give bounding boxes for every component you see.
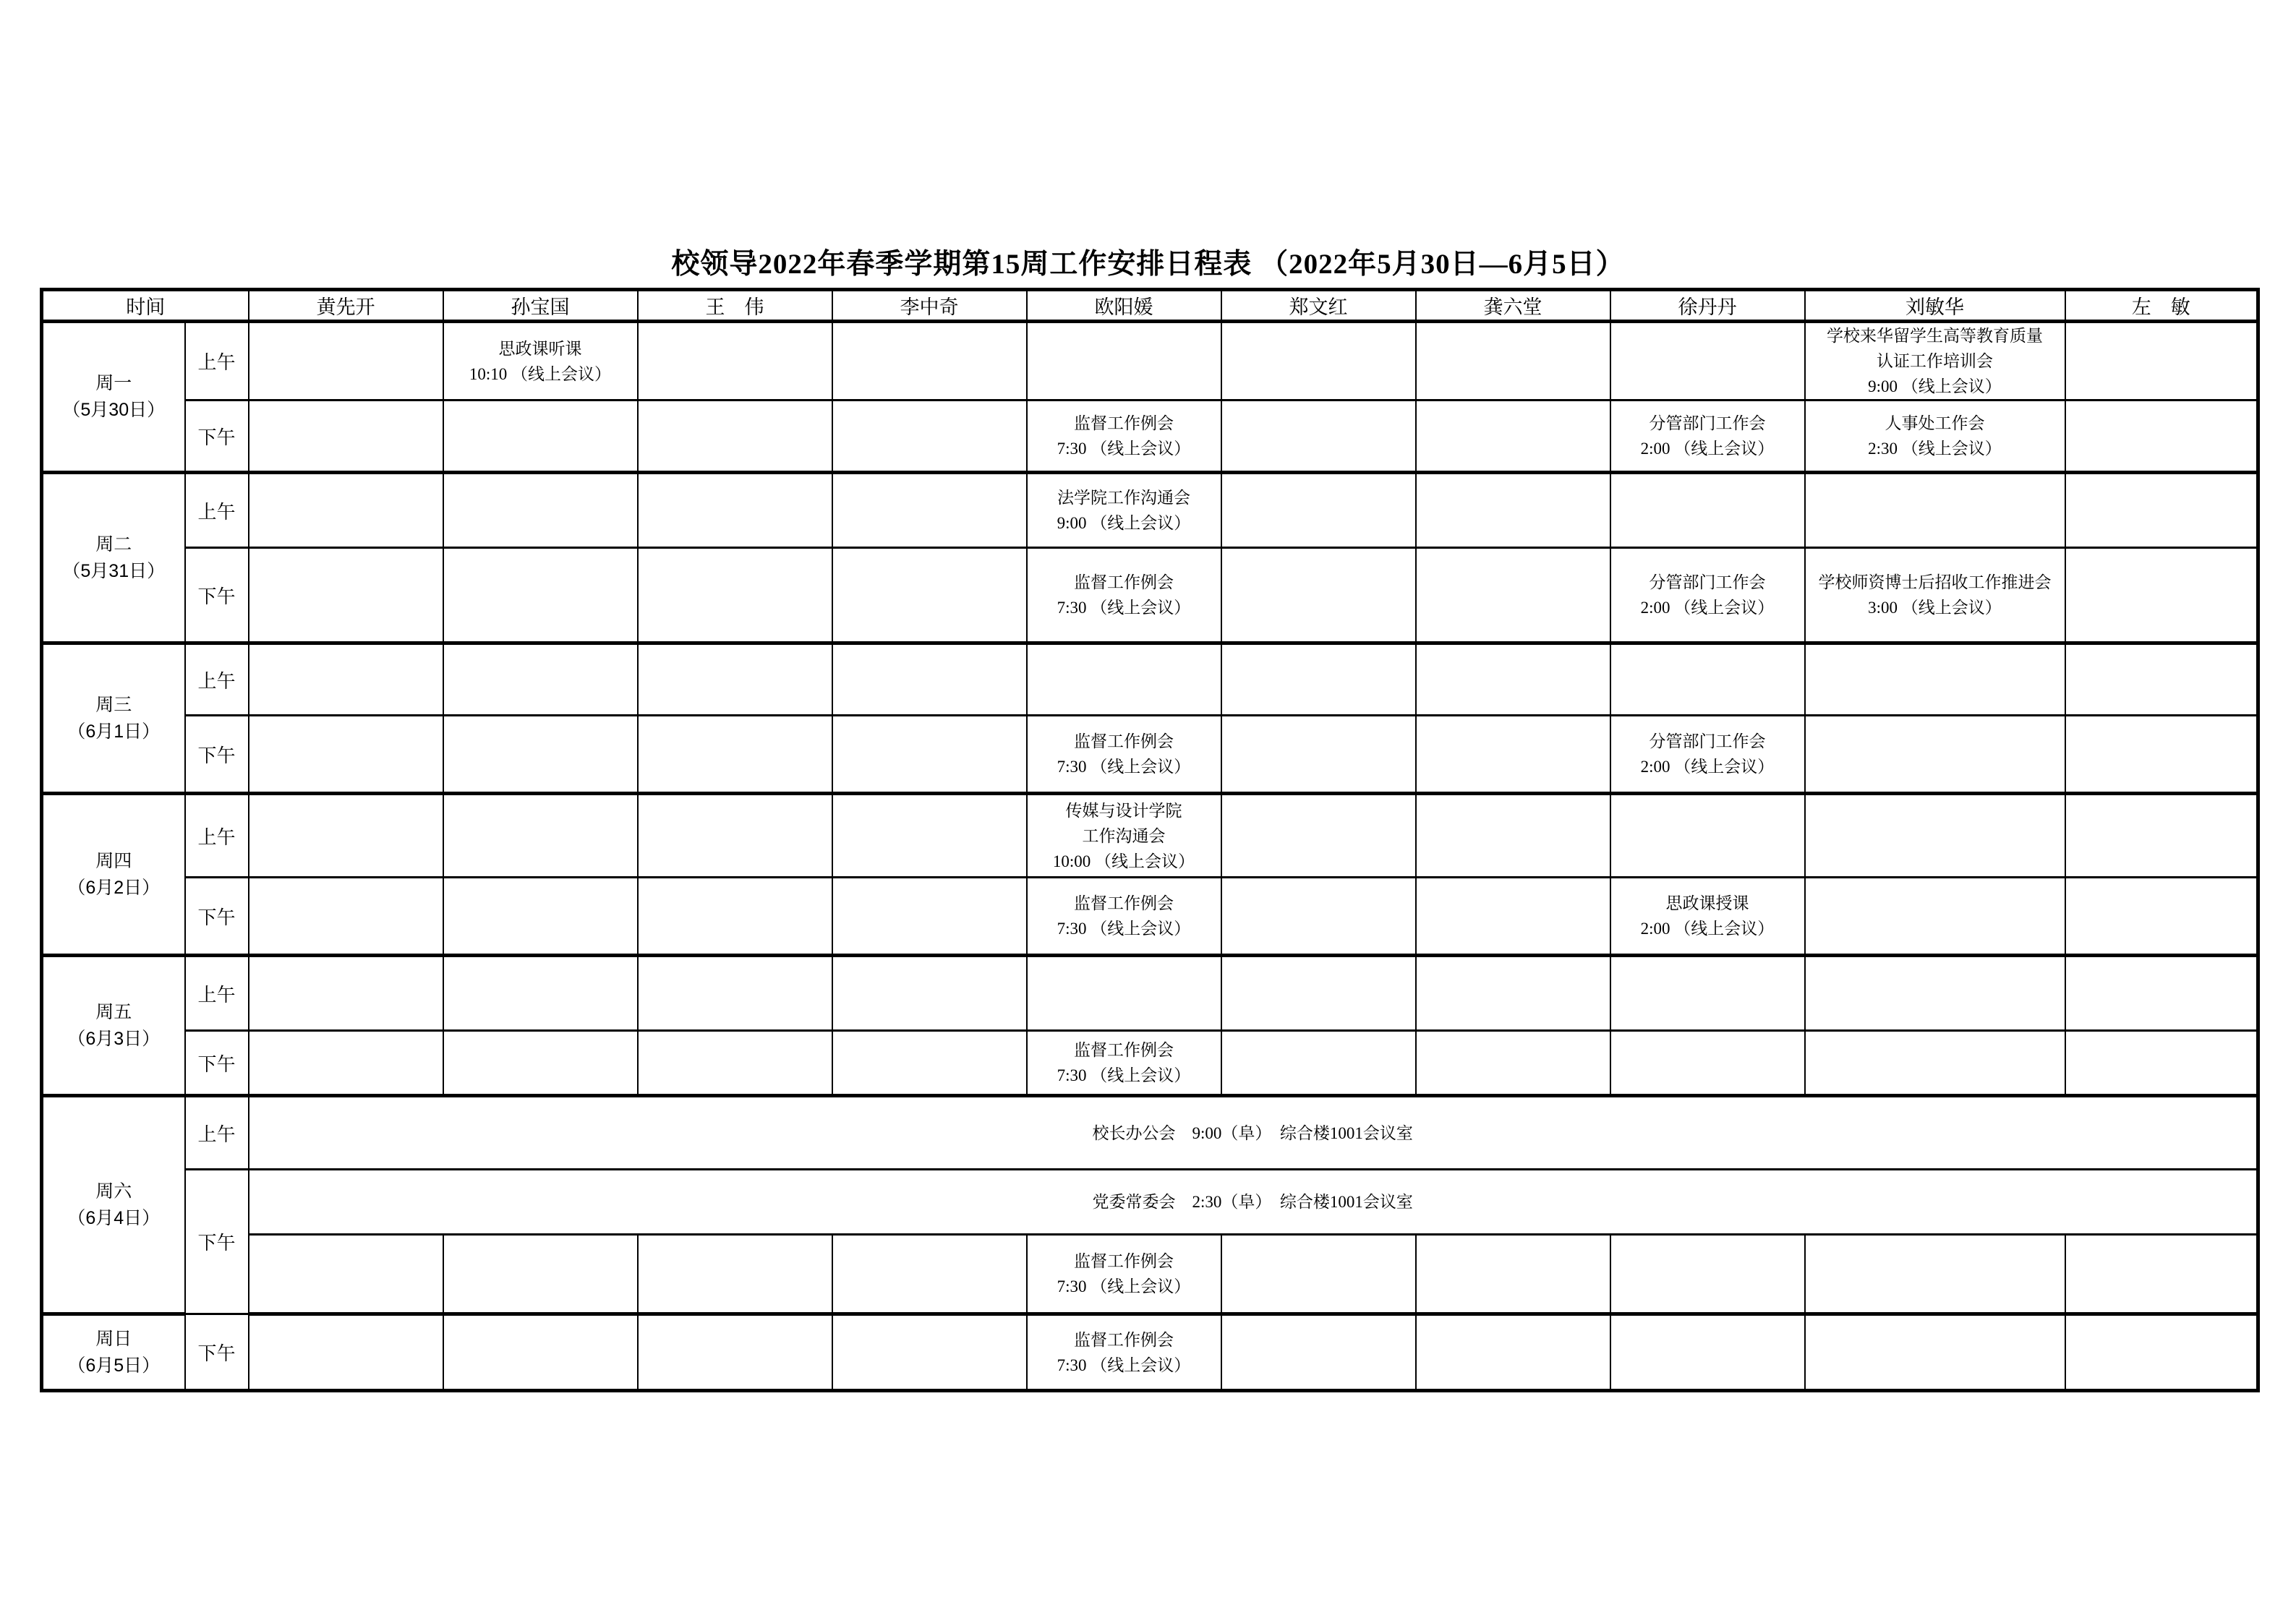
pm-label: 下午 bbox=[197, 585, 236, 607]
empty-cell bbox=[638, 401, 832, 473]
person-name: 黄先开 bbox=[316, 296, 375, 318]
empty-cell bbox=[1610, 1314, 1805, 1391]
header-cell-zheng-wenhong bbox=[1221, 290, 1416, 322]
empty-cell bbox=[1610, 956, 1805, 1031]
event-line: 9:00 （线上会议） bbox=[1868, 377, 2002, 395]
empty-cell bbox=[1805, 878, 2065, 956]
day-date: （6月1日） bbox=[67, 721, 161, 742]
empty-cell bbox=[1027, 956, 1221, 1031]
empty-cell bbox=[2065, 548, 2258, 643]
person-name: 左 敏 bbox=[2131, 296, 2190, 318]
event bbox=[1028, 1249, 1221, 1299]
empty-cell bbox=[638, 473, 832, 548]
empty-cell bbox=[638, 878, 832, 956]
event-line: 法学院工作沟通会 bbox=[1057, 489, 1190, 507]
event bbox=[1611, 729, 1804, 779]
header-time-label: 时间 bbox=[126, 296, 166, 318]
am-label: 上午 bbox=[197, 983, 236, 1006]
event-line: 10:00 （线上会议） bbox=[1052, 852, 1195, 870]
empty-cell bbox=[1416, 956, 1610, 1031]
empty-cell bbox=[1805, 1314, 2065, 1391]
day-cell-saturday bbox=[42, 1096, 185, 1314]
event bbox=[1028, 1037, 1221, 1088]
event bbox=[1611, 570, 1804, 620]
person-name: 郑文红 bbox=[1289, 296, 1348, 318]
row-wed-am bbox=[42, 643, 2258, 716]
row-thu-am bbox=[42, 794, 2258, 878]
event-line: 2:00 （线上会议） bbox=[1640, 440, 1775, 458]
empty-cell bbox=[1221, 1235, 1416, 1314]
empty-cell bbox=[1805, 956, 2065, 1031]
empty-cell bbox=[2065, 1235, 2258, 1314]
event bbox=[1028, 798, 1221, 874]
event-line: 思政课听课 bbox=[498, 339, 582, 358]
day-cell-tuesday bbox=[42, 473, 185, 643]
event bbox=[1028, 1327, 1221, 1378]
event-thu-pm-xu-dandan bbox=[1610, 878, 1805, 956]
event bbox=[1806, 411, 2065, 461]
event-sat-am-all-leaders bbox=[249, 1096, 2258, 1170]
empty-cell bbox=[249, 401, 443, 473]
event bbox=[1028, 891, 1221, 941]
event-line: 10:10 （线上会议） bbox=[469, 364, 612, 383]
ampm-cell bbox=[185, 794, 249, 878]
empty-cell bbox=[1416, 716, 1610, 794]
empty-cell bbox=[1221, 401, 1416, 473]
empty-cell bbox=[2065, 878, 2258, 956]
empty-cell bbox=[1610, 1235, 1805, 1314]
day-label: 周二 bbox=[95, 534, 132, 554]
ampm-cell bbox=[185, 473, 249, 548]
event-line: 7:30 （线上会议） bbox=[1057, 920, 1191, 938]
pm-label: 下午 bbox=[197, 906, 236, 928]
empty-cell bbox=[832, 473, 1027, 548]
ampm-cell bbox=[185, 956, 249, 1031]
empty-cell bbox=[1221, 794, 1416, 878]
empty-cell bbox=[249, 956, 443, 1031]
event-line: 7:30 （线上会议） bbox=[1057, 1356, 1191, 1374]
event bbox=[1806, 323, 2065, 399]
empty-cell bbox=[443, 1031, 638, 1096]
event-tue-pm-xu-dandan bbox=[1610, 548, 1805, 643]
row-tue-pm bbox=[42, 548, 2258, 643]
empty-cell bbox=[249, 1235, 443, 1314]
empty-cell bbox=[1221, 643, 1416, 716]
day-label: 周三 bbox=[95, 694, 132, 715]
schedule-table bbox=[40, 288, 2260, 1392]
empty-cell bbox=[443, 548, 638, 643]
empty-cell bbox=[638, 716, 832, 794]
pm-label: 下午 bbox=[197, 1342, 236, 1364]
ampm-cell bbox=[185, 878, 249, 956]
empty-cell bbox=[1221, 322, 1416, 401]
header-cell-huang-xiankai bbox=[249, 290, 443, 322]
empty-cell bbox=[1221, 473, 1416, 548]
person-name: 孙宝国 bbox=[511, 296, 570, 318]
event-sat-pm-ouyang-yuan bbox=[1027, 1235, 1221, 1314]
pm-label: 下午 bbox=[197, 1232, 236, 1254]
event-line: 2:00 （线上会议） bbox=[1640, 758, 1775, 776]
event-mon-am-liu-minhua bbox=[1805, 322, 2065, 401]
person-name: 李中奇 bbox=[900, 296, 959, 318]
event-tue-am-ouyang-yuan bbox=[1027, 473, 1221, 548]
event-line: 9:00 （线上会议） bbox=[1057, 514, 1191, 532]
empty-cell bbox=[2065, 956, 2258, 1031]
event-line: 人事处工作会 bbox=[1885, 414, 1985, 432]
event-line: 工作沟通会 bbox=[1082, 826, 1166, 845]
ampm-cell bbox=[185, 548, 249, 643]
empty-cell bbox=[443, 794, 638, 878]
day-date: （6月4日） bbox=[67, 1207, 161, 1228]
empty-cell bbox=[638, 1031, 832, 1096]
event-line: 分管部门工作会 bbox=[1649, 732, 1766, 750]
empty-cell bbox=[832, 1031, 1027, 1096]
empty-cell bbox=[1805, 1235, 2065, 1314]
header-row bbox=[42, 290, 2258, 322]
empty-cell bbox=[638, 1235, 832, 1314]
event bbox=[249, 1121, 2257, 1146]
ampm-cell bbox=[185, 1096, 249, 1170]
event-line: 监督工作例会 bbox=[1074, 732, 1174, 750]
event-mon-am-sun-baoguo bbox=[443, 322, 638, 401]
event-line: 7:30 （线上会议） bbox=[1057, 758, 1191, 776]
empty-cell bbox=[832, 401, 1027, 473]
empty-cell bbox=[2065, 1031, 2258, 1096]
event-sun-pm-ouyang-yuan bbox=[1027, 1314, 1221, 1391]
header-cell-zuo-min bbox=[2065, 290, 2258, 322]
event-line: 校长办公会 9:00（阜） 综合楼1001会议室 bbox=[1092, 1123, 1413, 1142]
empty-cell bbox=[443, 401, 638, 473]
event-mon-pm-liu-minhua bbox=[1805, 401, 2065, 473]
event-line: 分管部门工作会 bbox=[1649, 414, 1766, 432]
header-cell-time bbox=[42, 290, 249, 322]
header-cell-ouyang-yuan bbox=[1027, 290, 1221, 322]
empty-cell bbox=[249, 548, 443, 643]
empty-cell bbox=[249, 322, 443, 401]
row-sat-pm-cells bbox=[42, 1235, 2258, 1314]
pm-label: 下午 bbox=[197, 744, 236, 766]
person-name: 欧阳媛 bbox=[1094, 296, 1153, 318]
empty-cell bbox=[443, 716, 638, 794]
empty-cell bbox=[2065, 643, 2258, 716]
empty-cell bbox=[638, 794, 832, 878]
empty-cell bbox=[249, 878, 443, 956]
event-wed-pm-xu-dandan bbox=[1610, 716, 1805, 794]
row-mon-am bbox=[42, 322, 2258, 401]
empty-cell bbox=[1027, 643, 1221, 716]
row-wed-pm bbox=[42, 716, 2258, 794]
empty-cell bbox=[443, 956, 638, 1031]
empty-cell bbox=[1221, 878, 1416, 956]
row-sat-am bbox=[42, 1096, 2258, 1170]
event-sat-pm-all-leaders bbox=[249, 1170, 2258, 1235]
event bbox=[1028, 411, 1221, 461]
empty-cell bbox=[1416, 643, 1610, 716]
empty-cell bbox=[1610, 473, 1805, 548]
empty-cell bbox=[1416, 473, 1610, 548]
event-thu-pm-ouyang-yuan bbox=[1027, 878, 1221, 956]
am-label: 上午 bbox=[197, 826, 236, 848]
am-label: 上午 bbox=[197, 351, 236, 373]
ampm-cell bbox=[185, 1031, 249, 1096]
empty-cell bbox=[1416, 548, 1610, 643]
empty-cell bbox=[1416, 401, 1610, 473]
header-cell-gong-liutang bbox=[1416, 290, 1610, 322]
empty-cell bbox=[1610, 322, 1805, 401]
day-label: 周六 bbox=[95, 1181, 132, 1202]
empty-cell bbox=[1416, 1235, 1610, 1314]
empty-cell bbox=[832, 1314, 1027, 1391]
ampm-cell bbox=[185, 1314, 249, 1391]
ampm-cell bbox=[185, 401, 249, 473]
row-thu-pm bbox=[42, 878, 2258, 956]
day-cell-monday bbox=[42, 322, 185, 473]
event bbox=[444, 336, 637, 387]
row-tue-am bbox=[42, 473, 2258, 548]
empty-cell bbox=[2065, 322, 2258, 401]
ampm-cell bbox=[185, 322, 249, 401]
day-cell-thursday bbox=[42, 794, 185, 956]
empty-cell bbox=[1416, 1314, 1610, 1391]
event-line: 监督工作例会 bbox=[1074, 1252, 1174, 1270]
ampm-cell bbox=[185, 1170, 249, 1314]
empty-cell bbox=[1610, 643, 1805, 716]
event-line: 7:30 （线上会议） bbox=[1057, 1066, 1191, 1084]
event-line: 监督工作例会 bbox=[1074, 1041, 1174, 1059]
empty-cell bbox=[249, 716, 443, 794]
header-cell-wang-wei bbox=[638, 290, 832, 322]
empty-cell bbox=[1221, 548, 1416, 643]
empty-cell bbox=[832, 794, 1027, 878]
event-line: 传媒与设计学院 bbox=[1065, 801, 1182, 820]
ampm-cell bbox=[185, 643, 249, 716]
header-cell-xu-dandan bbox=[1610, 290, 1805, 322]
row-fri-pm bbox=[42, 1031, 2258, 1096]
event-line: 思政课授课 bbox=[1665, 894, 1749, 912]
event-line: 监督工作例会 bbox=[1074, 894, 1174, 912]
empty-cell bbox=[832, 322, 1027, 401]
empty-cell bbox=[443, 1235, 638, 1314]
event bbox=[1028, 729, 1221, 779]
empty-cell bbox=[638, 643, 832, 716]
day-date: （5月31日） bbox=[62, 560, 166, 581]
event-thu-am-ouyang-yuan bbox=[1027, 794, 1221, 878]
empty-cell bbox=[1805, 794, 2065, 878]
person-name: 王 伟 bbox=[705, 296, 764, 318]
empty-cell bbox=[1610, 1031, 1805, 1096]
empty-cell bbox=[638, 1314, 832, 1391]
pm-label: 下午 bbox=[197, 1053, 236, 1075]
event-fri-pm-ouyang-yuan bbox=[1027, 1031, 1221, 1096]
empty-cell bbox=[2065, 794, 2258, 878]
empty-cell bbox=[1805, 643, 2065, 716]
empty-cell bbox=[1416, 1031, 1610, 1096]
empty-cell bbox=[2065, 1314, 2258, 1391]
am-label: 上午 bbox=[197, 1123, 236, 1145]
day-cell-wednesday bbox=[42, 643, 185, 794]
row-sat-pm-merged bbox=[42, 1170, 2258, 1235]
empty-cell bbox=[1221, 1314, 1416, 1391]
event-line: 2:00 （线上会议） bbox=[1640, 920, 1775, 938]
day-cell-friday bbox=[42, 956, 185, 1096]
event bbox=[1028, 485, 1221, 536]
empty-cell bbox=[443, 1314, 638, 1391]
event bbox=[1611, 411, 1804, 461]
empty-cell bbox=[1416, 322, 1610, 401]
event bbox=[1806, 570, 2065, 620]
event-line: 学校师资博士后招收工作推进会 bbox=[1818, 573, 2052, 591]
empty-cell bbox=[2065, 401, 2258, 473]
empty-cell bbox=[638, 322, 832, 401]
empty-cell bbox=[1805, 1031, 2065, 1096]
empty-cell bbox=[249, 1031, 443, 1096]
day-date: （6月3日） bbox=[67, 1028, 161, 1049]
empty-cell bbox=[832, 643, 1027, 716]
day-label: 周五 bbox=[95, 1001, 132, 1022]
header-cell-li-zhongqi bbox=[832, 290, 1027, 322]
event-line: 分管部门工作会 bbox=[1649, 573, 1766, 591]
event-line: 7:30 （线上会议） bbox=[1057, 1277, 1191, 1296]
empty-cell bbox=[1805, 473, 2065, 548]
event bbox=[249, 1189, 2257, 1215]
empty-cell bbox=[832, 878, 1027, 956]
pm-label: 下午 bbox=[197, 426, 236, 448]
day-cell-sunday bbox=[42, 1314, 185, 1391]
event-tue-pm-liu-minhua bbox=[1805, 548, 2065, 643]
event-mon-pm-xu-dandan bbox=[1610, 401, 1805, 473]
empty-cell bbox=[249, 473, 443, 548]
event bbox=[1028, 570, 1221, 620]
event-line: 3:00 （线上会议） bbox=[1868, 599, 2002, 617]
empty-cell bbox=[638, 956, 832, 1031]
event-line: 7:30 （线上会议） bbox=[1057, 440, 1191, 458]
person-name: 刘敏华 bbox=[1905, 296, 1964, 318]
event-wed-pm-ouyang-yuan bbox=[1027, 716, 1221, 794]
empty-cell bbox=[638, 548, 832, 643]
header-cell-sun-baoguo bbox=[443, 290, 638, 322]
person-name: 徐丹丹 bbox=[1678, 296, 1737, 318]
empty-cell bbox=[1805, 716, 2065, 794]
empty-cell bbox=[832, 956, 1027, 1031]
event-line: 党委常委会 2:30（阜） 综合楼1001会议室 bbox=[1092, 1193, 1413, 1211]
empty-cell bbox=[249, 1314, 443, 1391]
empty-cell bbox=[2065, 473, 2258, 548]
day-date: （6月2日） bbox=[67, 877, 161, 898]
day-label: 周一 bbox=[95, 373, 132, 393]
empty-cell bbox=[832, 1235, 1027, 1314]
empty-cell bbox=[443, 473, 638, 548]
header-cell-liu-minhua bbox=[1805, 290, 2065, 322]
empty-cell bbox=[832, 548, 1027, 643]
empty-cell bbox=[832, 716, 1027, 794]
empty-cell bbox=[1221, 716, 1416, 794]
empty-cell bbox=[443, 878, 638, 956]
row-fri-am bbox=[42, 956, 2258, 1031]
empty-cell bbox=[1416, 794, 1610, 878]
person-name: 龚六堂 bbox=[1483, 296, 1542, 318]
event-line: 7:30 （线上会议） bbox=[1057, 599, 1191, 617]
day-label: 周日 bbox=[95, 1328, 132, 1349]
empty-cell bbox=[1221, 956, 1416, 1031]
day-date: （6月5日） bbox=[67, 1355, 161, 1376]
event bbox=[1611, 891, 1804, 941]
empty-cell bbox=[443, 643, 638, 716]
event-line: 监督工作例会 bbox=[1074, 573, 1174, 591]
event-line: 2:00 （线上会议） bbox=[1640, 599, 1775, 617]
event-line: 2:30 （线上会议） bbox=[1868, 440, 2002, 458]
row-mon-pm bbox=[42, 401, 2258, 473]
ampm-cell bbox=[185, 716, 249, 794]
empty-cell bbox=[2065, 716, 2258, 794]
row-sun-pm bbox=[42, 1314, 2258, 1391]
event-tue-pm-ouyang-yuan bbox=[1027, 548, 1221, 643]
empty-cell bbox=[249, 794, 443, 878]
event-line: 监督工作例会 bbox=[1074, 1330, 1174, 1349]
empty-cell bbox=[1416, 878, 1610, 956]
empty-cell bbox=[1027, 322, 1221, 401]
event-mon-pm-ouyang-yuan bbox=[1027, 401, 1221, 473]
am-label: 上午 bbox=[197, 669, 236, 692]
day-date: （5月30日） bbox=[62, 400, 166, 420]
empty-cell bbox=[1221, 1031, 1416, 1096]
empty-cell bbox=[249, 643, 443, 716]
event-line: 监督工作例会 bbox=[1074, 414, 1174, 432]
event-line: 认证工作培训会 bbox=[1877, 352, 1993, 370]
day-label: 周四 bbox=[95, 850, 132, 871]
page-title: 校领导2022年春季学期第15周工作安排日程表 （2022年5月30日—6月5日） bbox=[671, 249, 1625, 280]
event-line: 学校来华留学生高等教育质量 bbox=[1827, 327, 2043, 345]
am-label: 上午 bbox=[197, 500, 236, 523]
empty-cell bbox=[1610, 794, 1805, 878]
